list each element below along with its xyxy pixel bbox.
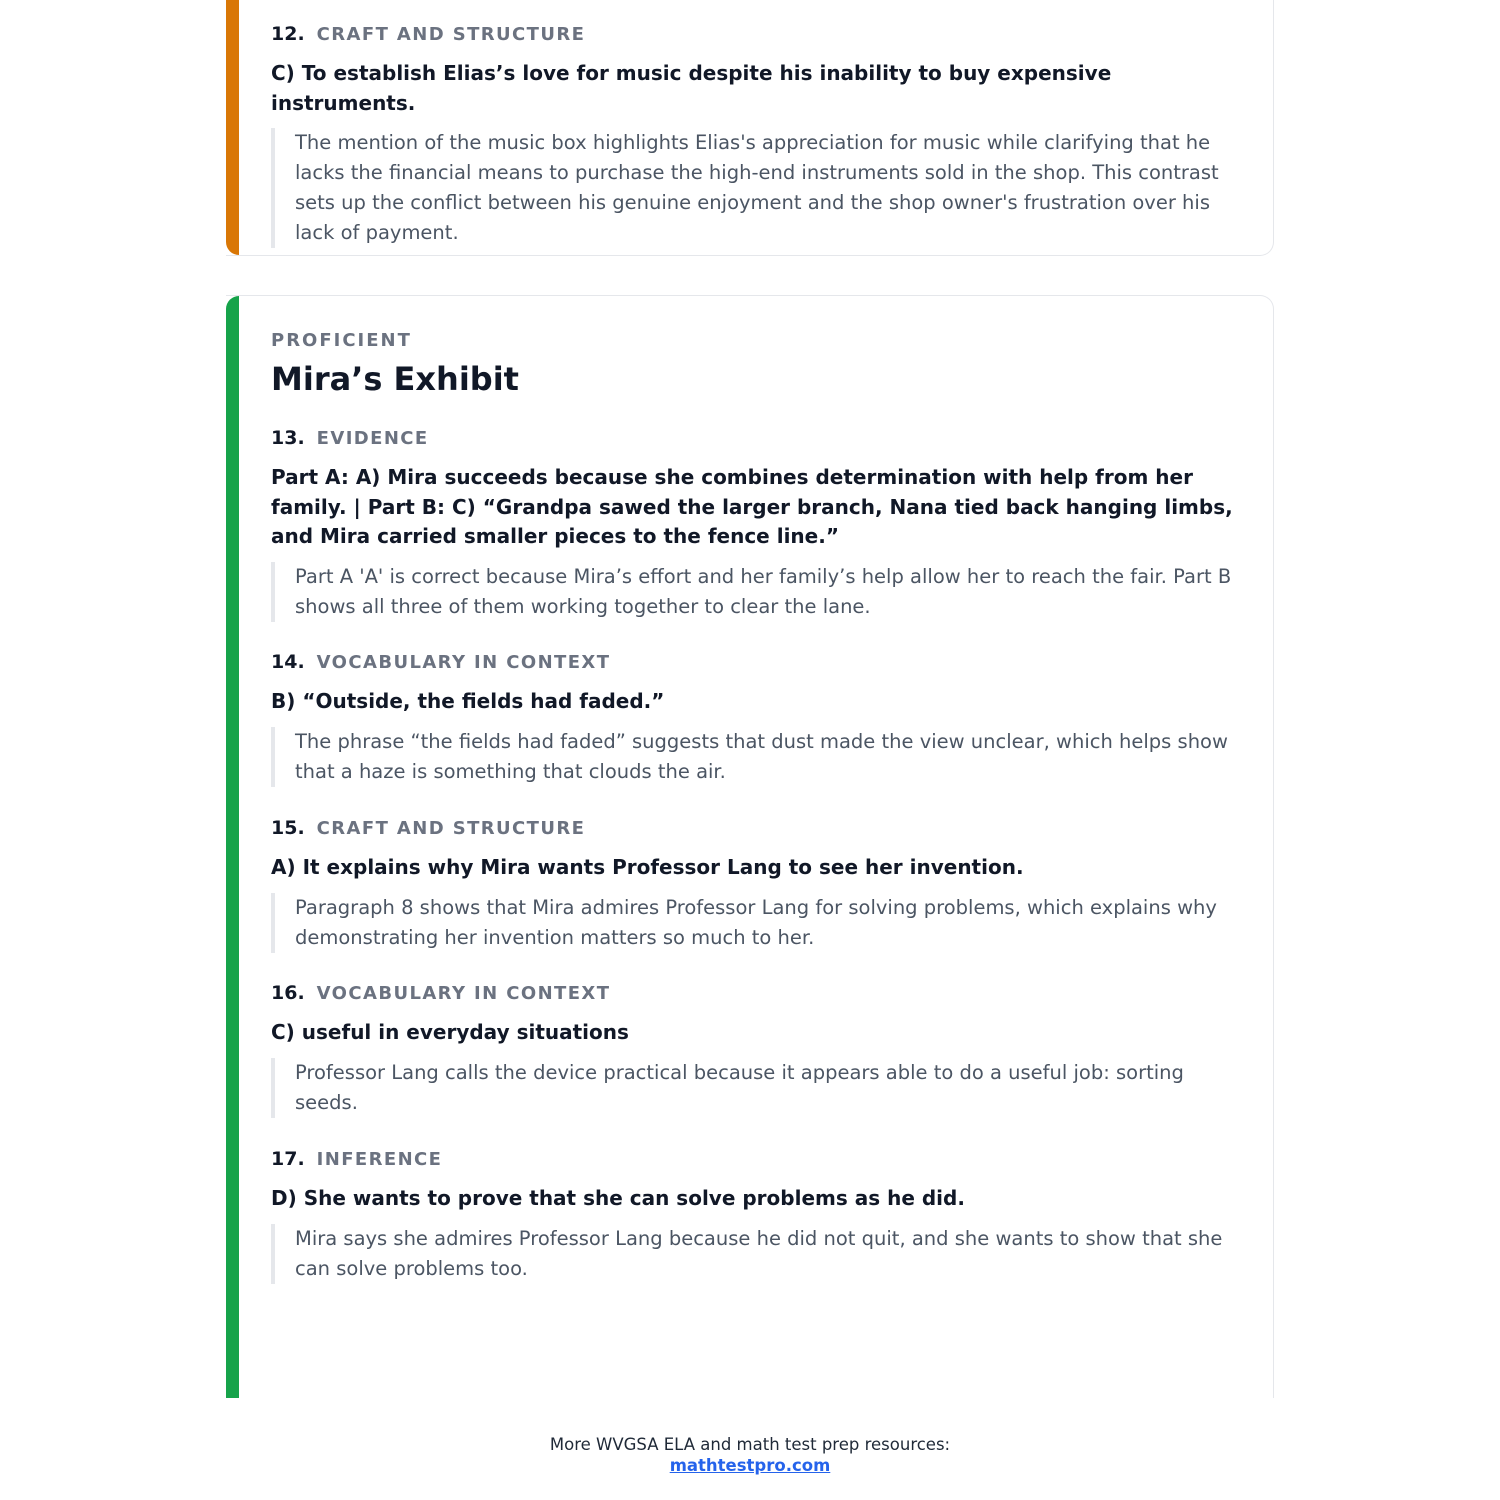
question-12 — [271, 23, 1241, 248]
question-category: VOCABULARY IN CONTEXT — [316, 983, 611, 1004]
question-category: INFERENCE — [316, 1149, 443, 1170]
question-13 — [271, 427, 1241, 622]
answer-card-miras-exhibit — [226, 295, 1274, 1398]
question-number: 16. — [271, 982, 305, 1004]
question-number: 13. — [271, 427, 305, 449]
correct-answer: D) She wants to prove that she can solve problems as he did. — [271, 1186, 965, 1210]
answer-explanation: Mira says she admires Professor Lang because he did not quit, and she wants to show that she can solve problems too. — [271, 1224, 1241, 1284]
question-17 — [271, 1148, 1241, 1284]
question-category: CRAFT AND STRUCTURE — [316, 24, 586, 45]
answer-explanation: Part A 'A' is correct because Mira’s effort and her family’s help allow her to reach the fair. Part B shows all three of them working together to clear the lane. — [271, 562, 1241, 622]
question-category: CRAFT AND STRUCTURE — [316, 818, 586, 839]
question-14 — [271, 651, 1241, 787]
correct-answer: A) It explains why Mira wants Professor Lang to see her invention. — [271, 855, 1024, 879]
question-15 — [271, 817, 1241, 953]
correct-answer: C) useful in everyday situations — [271, 1020, 629, 1044]
answer-explanation: Professor Lang calls the device practical because it appears able to do a useful job: sorting seeds. — [271, 1058, 1241, 1118]
question-16 — [271, 982, 1241, 1118]
correct-answer: C) To establish Elias’s love for music despite his inability to buy expensive instruments. — [271, 61, 1112, 115]
footer-text: More WVGSA ELA and math test prep resources: — [549, 1435, 951, 1454]
answer-explanation: Paragraph 8 shows that Mira admires Professor Lang for solving problems, which explains why demonstrating her invention matters so much to her. — [271, 893, 1241, 953]
question-number: 17. — [271, 1148, 305, 1170]
answer-card-previous — [226, 0, 1274, 256]
correct-answer: B) “Outside, the fields had faded.” — [271, 689, 665, 713]
page-footer — [0, 1434, 1500, 1476]
passage-title: Mira’s Exhibit — [271, 360, 519, 398]
answer-explanation: The mention of the music box highlights Elias's appreciation for music while clarifying that he lacks the financial means to purchase the high-end instruments sold in the shop. This contrast sets up the conflict between his genuine enjoyment and the shop owner's frustration over his lack of payment. — [271, 128, 1241, 248]
question-number: 14. — [271, 651, 305, 673]
question-category: EVIDENCE — [316, 428, 429, 449]
proficiency-level: PROFICIENT — [271, 330, 412, 351]
correct-answer: Part A: A) Mira succeeds because she combines determination with help from her family. | Part B: C) “Grandpa sawed the larger branch, Nana tied back hanging limbs, and Mira carried smaller pieces to the fence line.” — [271, 465, 1233, 548]
footer-link[interactable]: mathtestpro.com — [669, 1456, 831, 1475]
answer-explanation: The phrase “the fields had faded” suggests that dust made the view unclear, which helps show that a haze is something that clouds the air. — [271, 727, 1241, 787]
question-number: 12. — [271, 23, 305, 45]
question-number: 15. — [271, 817, 305, 839]
question-category: VOCABULARY IN CONTEXT — [316, 652, 611, 673]
